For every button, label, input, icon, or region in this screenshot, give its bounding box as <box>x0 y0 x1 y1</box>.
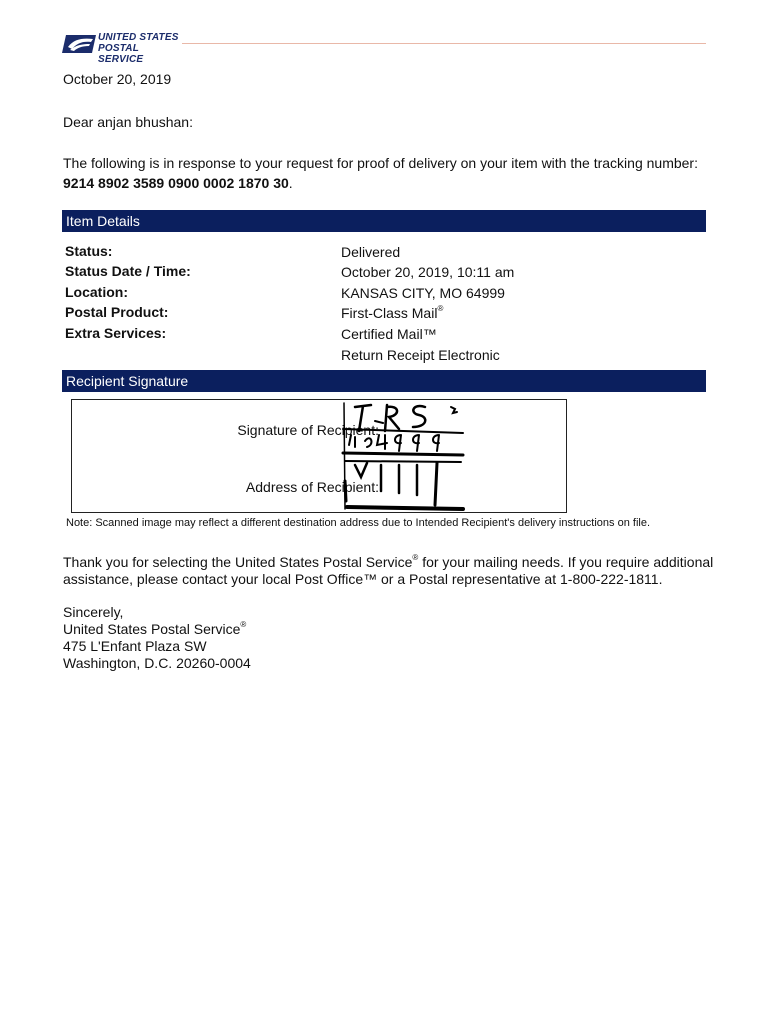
letter-intro: The following is in response to your request for proof of delivery on your item with the tracking number: <box>63 155 698 171</box>
tracking-number: 9214 8902 3589 0900 0002 1870 30 <box>63 175 289 191</box>
status-label: Status: <box>65 243 113 259</box>
status-date-label: Status Date / Time: <box>65 263 191 279</box>
letter-date: October 20, 2019 <box>63 71 172 87</box>
signature-label: Signature of Recipient: <box>237 422 379 438</box>
postal-product-text: First-Class Mail <box>341 305 438 321</box>
closing-paragraph-line-1 <box>63 554 713 571</box>
postal-product-label: Postal Product: <box>65 304 169 320</box>
usps-logo <box>62 30 182 65</box>
letter-header <box>62 30 706 65</box>
letter-greeting: Dear anjan bhushan: <box>63 114 193 130</box>
registered-mark: ® <box>412 553 419 563</box>
header-divider <box>182 43 706 44</box>
status-date-value: October 20, 2019, 10:11 am <box>341 264 515 280</box>
sender-org-name: United States Postal Service <box>63 621 241 637</box>
location-value: KANSAS CITY, MO 64999 <box>341 285 505 301</box>
signature-note: Note: Scanned image may reflect a different destination address due to Intended Recipient's delivery instructions on file. <box>66 517 651 529</box>
item-details-header <box>62 210 706 232</box>
sender-org <box>63 621 246 638</box>
extra-services-label: Extra Services: <box>65 325 167 341</box>
handwritten-signature-image <box>341 401 467 511</box>
extra-service-return-receipt: Return Receipt Electronic <box>341 347 500 363</box>
sign-off: Sincerely, <box>63 604 124 620</box>
recipient-signature-heading: Recipient Signature <box>66 373 189 389</box>
address-label: Address of Recipient: <box>245 479 379 495</box>
logo-wordmark <box>98 32 182 65</box>
signature-box <box>71 399 567 513</box>
item-details-heading: Item Details <box>66 213 140 229</box>
tracking-line <box>63 175 293 192</box>
logo-line-1: UNITED STATES <box>98 32 179 43</box>
registered-mark: ® <box>240 620 247 630</box>
closing-text-a: Thank you for selecting the United States Postal Service <box>63 554 413 570</box>
registered-mark: ® <box>437 304 444 314</box>
logo-line-2: POSTAL SERVICE <box>98 43 144 65</box>
status-value: Delivered <box>341 244 401 260</box>
location-label: Location: <box>65 284 128 300</box>
recipient-signature-header <box>62 370 706 392</box>
postal-product-value <box>341 305 443 322</box>
sender-address-line-1: 475 L'Enfant Plaza SW <box>63 638 207 654</box>
sender-address-line-2: Washington, D.C. 20260-0004 <box>63 655 251 671</box>
extra-service-certified: Certified Mail™ <box>341 326 437 342</box>
closing-text-b: for your mailing needs. If you require additional <box>418 554 714 570</box>
eagle-icon <box>62 33 96 55</box>
closing-paragraph-line-2: assistance, please contact your local Post Office™ or a Postal representative at 1-800-222-1811. <box>63 571 663 587</box>
tracking-suffix: . <box>288 175 293 191</box>
